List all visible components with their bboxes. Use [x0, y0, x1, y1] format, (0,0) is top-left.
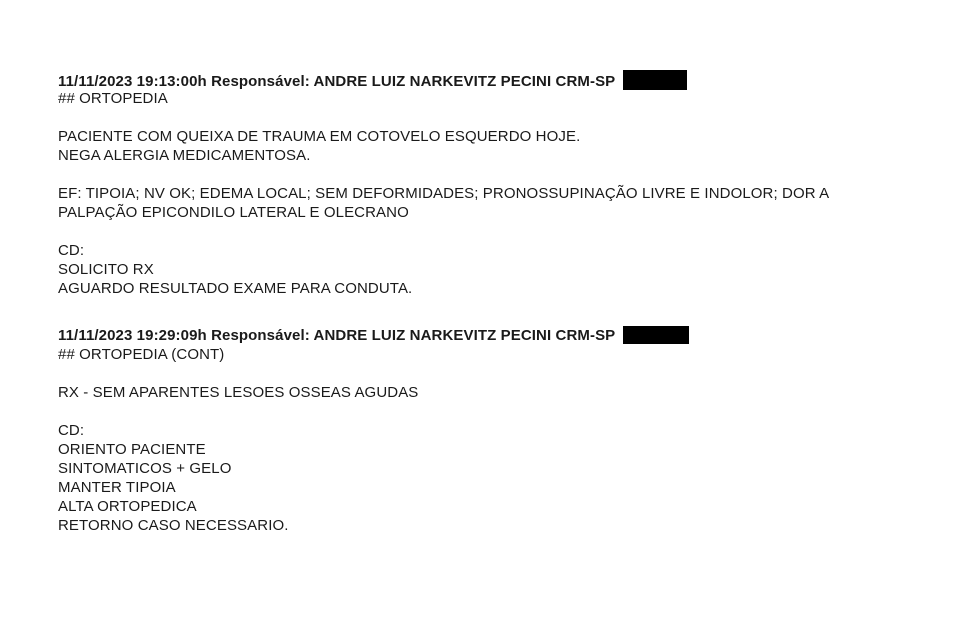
responsible-label: Responsável:: [211, 73, 310, 90]
redaction-box: [623, 70, 687, 90]
note-line: RX - SEM APARENTES LESOES OSSEAS AGUDAS: [58, 384, 419, 401]
section-title: ## ORTOPEDIA (CONT): [58, 346, 225, 363]
note-line: ORIENTO PACIENTE: [58, 441, 206, 458]
record-entry: [58, 70, 928, 298]
responsible-name: ANDRE LUIZ NARKEVITZ PECINI CRM-SP: [313, 327, 616, 344]
note-line: PALPAÇÃO EPICONDILO LATERAL E OLECRANO: [58, 204, 409, 221]
entry-header: [58, 326, 928, 345]
note-line: MANTER TIPOIA: [58, 479, 176, 496]
note-line: ALTA ORTOPEDICA: [58, 498, 197, 515]
entry-timestamp: 11/11/2023 19:29:09h: [58, 327, 207, 344]
entry-timestamp: 11/11/2023 19:13:00h: [58, 73, 207, 90]
record-entry: [58, 326, 928, 535]
note-line: CD:: [58, 242, 85, 259]
note-line: PACIENTE COM QUEIXA DE TRAUMA EM COTOVELO ESQUERDO HOJE.: [58, 128, 581, 145]
note-line: SOLICITO RX: [58, 261, 154, 278]
note-line: NEGA ALERGIA MEDICAMENTOSA.: [58, 147, 311, 164]
note-line: AGUARDO RESULTADO EXAME PARA CONDUTA.: [58, 280, 413, 297]
entry-header: [58, 70, 928, 89]
responsible-label: Responsável:: [211, 327, 310, 344]
note-line: EF: TIPOIA; NV OK; EDEMA LOCAL; SEM DEFORMIDADES; PRONOSSUPINAÇÃO LIVRE E INDOLOR; DOR A: [58, 185, 830, 202]
section-title: ## ORTOPEDIA: [58, 90, 168, 107]
redaction-box: [623, 326, 689, 344]
note-line: RETORNO CASO NECESSARIO.: [58, 517, 289, 534]
responsible-name: ANDRE LUIZ NARKEVITZ PECINI CRM-SP: [313, 73, 616, 90]
note-line: SINTOMATICOS + GELO: [58, 460, 232, 477]
note-line: CD:: [58, 422, 85, 439]
